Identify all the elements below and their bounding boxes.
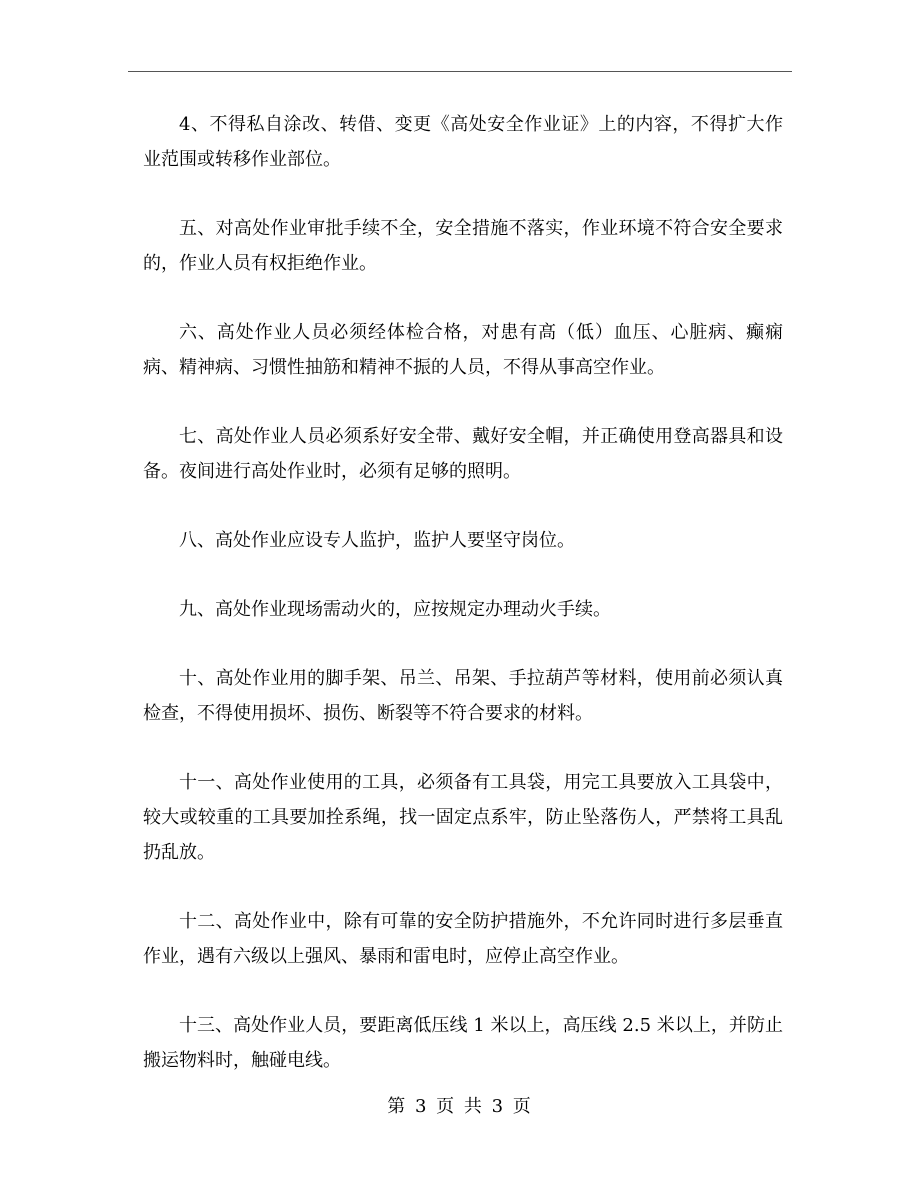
paragraph-section-5: 五、对高处作业审批手续不全，安全措施不落实，作业环境不符合安全要求的，作业人员有权拒绝作业。 xyxy=(143,218,783,274)
page-number-footer: 第 3 页 共 3 页 xyxy=(387,1096,533,1117)
paragraph-section-6: 六、高处作业人员必须经体检合格，对患有高（低）血压、心脏病、癫痫病、精神病、习惯性抽筋和精神不振的人员，不得从事高空作业。 xyxy=(143,322,783,378)
header-rule xyxy=(128,71,792,72)
paragraph-section-7: 七、高处作业人员必须系好安全带、戴好安全帽，并正确使用登高器具和设备。夜间进行高处作业时，必须有足够的照明。 xyxy=(143,426,783,482)
paragraph-section-13: 十三、高处作业人员，要距离低压线 1 米以上，高压线 2.5 米以上，并防止搬运物料时，触碰电线。 xyxy=(143,1015,783,1071)
paragraph-section-11: 十一、高处作业使用的工具，必须备有工具袋，用完工具要放入工具袋中，较大或较重的工具要加拴系绳，找一固定点系牢，防止坠落伤人，严禁将工具乱扔乱放。 xyxy=(143,772,783,863)
document-body xyxy=(143,107,783,1112)
paragraph-section-12: 十二、高处作业中，除有可靠的安全防护措施外，不允许同时进行多层垂直作业，遇有六级以上强风、暴雨和雷电时，应停止高空作业。 xyxy=(143,911,783,967)
paragraph-item-4: 4、不得私自涂改、转借、变更《高处安全作业证》上的内容，不得扩大作业范围或转移作业部位。 xyxy=(143,114,783,170)
paragraph-section-9: 九、高处作业现场需动火的，应按规定办理动火手续。 xyxy=(179,599,611,620)
paragraph-section-8: 八、高处作业应设专人监护，监护人要坚守岗位。 xyxy=(179,530,575,551)
paragraph-section-10: 十、高处作业用的脚手架、吊兰、吊架、手拉葫芦等材料，使用前必须认真检查，不得使用损坏、损伤、断裂等不符合要求的材料。 xyxy=(143,668,783,724)
